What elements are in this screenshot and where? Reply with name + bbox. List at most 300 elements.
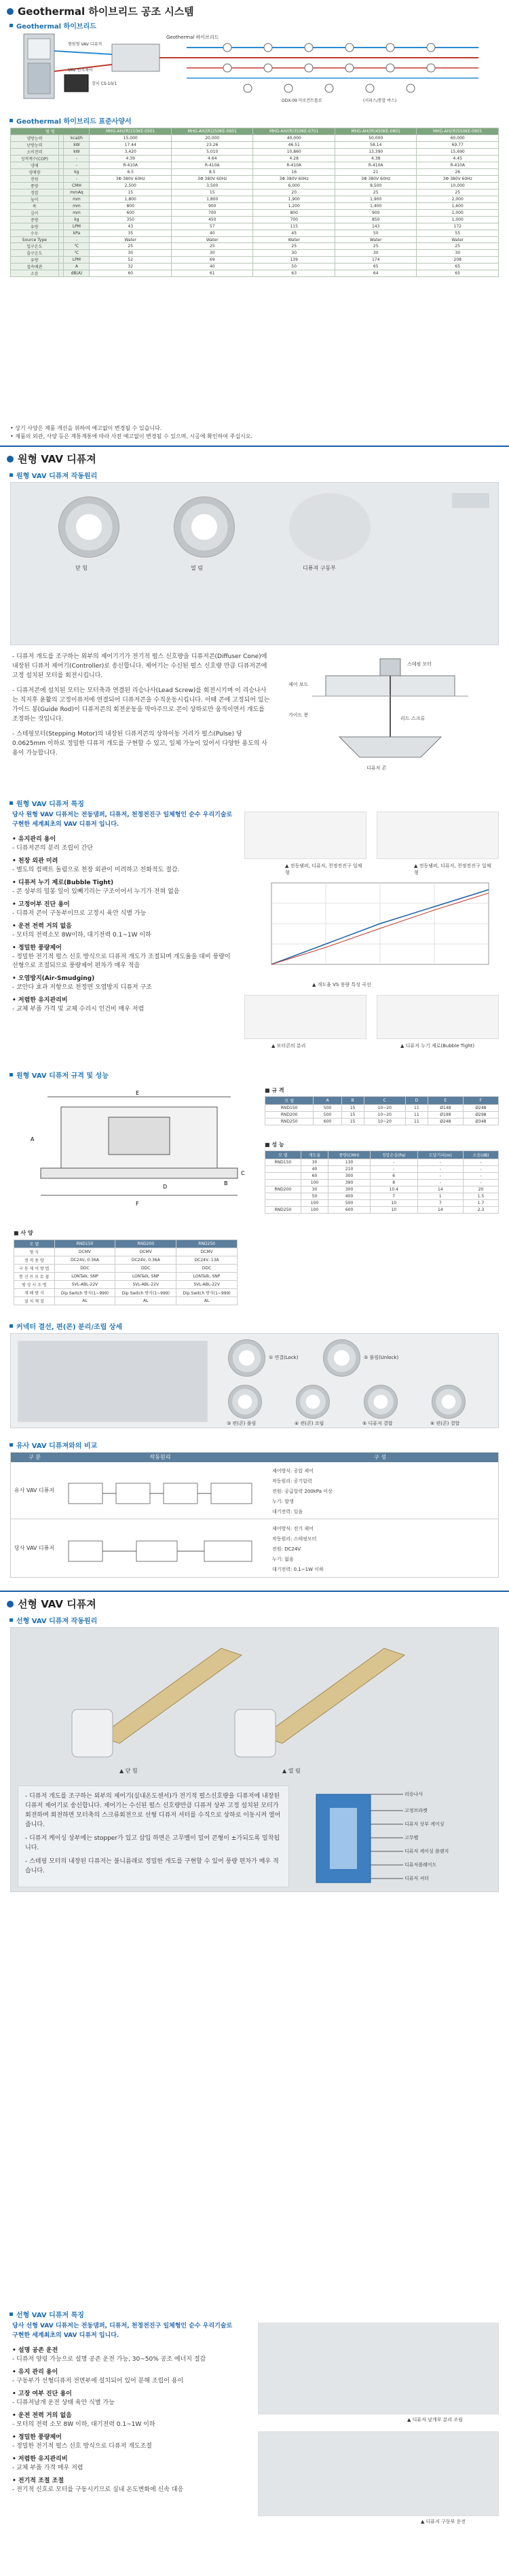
feature-title: • 설명 공존 운전 <box>12 2347 58 2354</box>
table-cell <box>265 1200 301 1207</box>
compare-item: 작동원리: 공기압력 <box>272 1479 312 1484</box>
geothermal-sub-title: Geothermal 하이브리드 <box>10 20 96 31</box>
round-spec-sub-title: 원형 VAV 디퓨저 규격 및 성능 <box>10 1070 109 1080</box>
table-cell: - <box>417 1159 464 1166</box>
svg-text:A: A <box>31 1136 35 1142</box>
spec-row-unit: CMH <box>64 183 90 189</box>
table-cell: DC24V, 0.36A <box>54 1256 115 1265</box>
feature-desc: - 별도의 컴팩트 돌림으로 천장 외관이 미려하고 친화적도 절감. <box>12 867 180 873</box>
spec-row-label: 정압 <box>11 189 59 196</box>
feature-desc: - 디퓨저 양링 가능으로 설명 공존 운전 가능, 30~50% 공조 에너지 절감 <box>12 2356 206 2363</box>
spec-cell: 3Φ 380V 60Hz <box>90 176 172 183</box>
table-header-cell: E <box>428 1097 463 1105</box>
svg-text:스테핑 모터: 스테핑 모터 <box>407 661 432 667</box>
spec-cell: 4.28 <box>253 156 335 162</box>
feature-item <box>12 996 236 1014</box>
spec-row <box>11 156 499 162</box>
spec-cell: 1,900 <box>335 196 417 203</box>
spec-cell: 1,400 <box>335 203 417 210</box>
table-cell: 2.3 <box>464 1207 499 1214</box>
table-cell <box>265 1180 301 1186</box>
spec-row-sub <box>58 264 64 270</box>
feature-title: • 천장 외관 미려 <box>12 858 58 865</box>
linear-principle-panel: ▲ 닫 힘 ▲ 열 림 - 디퓨저 개도를 조구하는 외부의 제어기(실내온도센서)가 전기적 펄스신호량을 디퓨저에 내장된 디퓨저 제어기로 송신합니다. 제어기는 수신된 펄스 신호량만큼 디퓨저 상부 고정 설치된 모터가 회전하며 회전하면 모터축의 스크류회전으로 선형 디퓨저 셔터를 수직으로 상하로 이동시켜 열어줍니다. - 디퓨저 케이싱 상부에는 stopper가 있고 삽입 하면은 고무벨이 밀어 콘형이 ±가되도록 밀착됩니다. - 스테핑 모터의 내장된 디퓨저는 불니름래로 정밀한 개도를 구현할 수 있어 풍량 편차가 매우 적습니다. 리승나사 고정브라켓 디퓨저 상부 케이싱 고무벨 디퓨저 케이싱 플랜지 디퓨저블레이드 디퓨저 셔터 <box>10 1627 499 1892</box>
compare-item: 제어방식: 전기 제어 <box>272 1526 314 1531</box>
feature-desc: - 코안다 효과 저항으로 천정면 오염방지 디퓨저 구조 <box>12 984 152 991</box>
diffuser-closed-photo <box>58 496 119 558</box>
spec-cell: 6,000 <box>253 183 335 189</box>
table-cell: 600 <box>314 1119 341 1125</box>
spec-cell: 65 <box>335 264 417 270</box>
spec-row <box>11 162 499 169</box>
spec-cell: 55 <box>417 230 499 237</box>
spec-header-cell: MHG-AH/(R)150KE-0501 <box>90 128 172 135</box>
table-header-cell: RND200 <box>115 1240 176 1248</box>
round-spec-table <box>14 1239 238 1305</box>
table-row <box>265 1119 499 1125</box>
spec-cell: 45 <box>253 230 335 237</box>
spec-row-label: 소비전력 <box>11 149 59 156</box>
spec-row-sub <box>58 203 64 210</box>
svg-text:제어 보드: 제어 보드 <box>288 682 309 687</box>
table-cell: 11 <box>405 1105 428 1112</box>
feature-desc: - 모터의 전력 소모 8W 이하, 대기전력 0.1~1W 이하 <box>12 2421 155 2428</box>
spec-row-unit: - <box>64 156 90 162</box>
table-cell: DDC <box>176 1265 238 1273</box>
spec-cell: R-410A <box>171 162 253 169</box>
table-cell: DCMV <box>54 1248 115 1256</box>
feature-item <box>12 944 236 970</box>
spec-cell: 35 <box>90 230 172 237</box>
spec-cell: 6.5 <box>90 169 172 176</box>
compare-item: 전원: 공급압력 200kPa 이상 <box>272 1489 333 1494</box>
spec-row <box>11 257 499 264</box>
table-cell: 600 <box>328 1207 371 1214</box>
spec-cell: 17.44 <box>90 142 172 149</box>
table-cell: 통 신 프 로 토 콜 <box>14 1273 55 1281</box>
table-cell: SVL-ABL-22V <box>176 1281 238 1289</box>
feature-item <box>12 2346 236 2364</box>
feature-title: • 오염방지(Air-Smudging) <box>12 975 95 982</box>
spec-cell: 4.39 <box>90 156 172 162</box>
linear-section-diagram <box>303 1788 493 1889</box>
feature-item <box>12 857 236 875</box>
square-bullet-icon <box>10 1324 13 1328</box>
spec-cell: 600 <box>90 210 172 217</box>
table-cell: - <box>370 1166 417 1173</box>
spec-cell: 1,200 <box>253 203 335 210</box>
spec-cell: R-410A <box>253 162 335 169</box>
svg-text:고무벨: 고무벨 <box>404 1835 419 1840</box>
table-cell: 7 <box>370 1193 417 1200</box>
table-cell: 390 <box>328 1180 371 1186</box>
spec-row-sub <box>58 270 64 277</box>
spec-row-sub <box>58 135 64 142</box>
spec-row-sub <box>58 142 64 149</box>
spec-row-unit: kW <box>64 142 90 149</box>
table-header-cell: RND250 <box>176 1240 238 1248</box>
table-cell: Ø248 <box>428 1119 463 1125</box>
table-cell: 10~20 <box>364 1105 405 1112</box>
spec-row-label: 깊이 <box>11 210 59 217</box>
feature-desc: - 정밀한 전기적 펄스 신호 방식으로 디퓨저 개도조절 <box>12 2443 152 2450</box>
spec-cell: 450 <box>171 217 253 223</box>
svg-text:가이드 봉: 가이드 봉 <box>288 712 309 718</box>
spec-cell: 900 <box>171 203 253 210</box>
spec-cell: 30 <box>171 250 253 257</box>
feature-title: • 정밀한 풍량제어 <box>12 945 62 951</box>
spec-row-unit: A <box>64 264 90 270</box>
table-cell <box>265 1193 301 1200</box>
table-cell: 15 <box>341 1119 364 1125</box>
spec-cell: 69.77 <box>417 142 499 149</box>
spec-row-label: 소음 <box>11 270 59 277</box>
spec-row-label: Source Type <box>11 237 59 243</box>
feature-item <box>12 975 236 992</box>
table-cell: AL <box>54 1297 115 1305</box>
spec-cell: 23.26 <box>171 142 253 149</box>
spec-header-cell: MHG-AH/(R)350KE-0701 <box>253 128 335 135</box>
spec-cell: 30 <box>417 250 499 257</box>
spec-cell: 52 <box>90 257 172 264</box>
table-cell: RND200 <box>265 1186 301 1193</box>
spec-cell: 25 <box>171 243 253 250</box>
spec-row-unit: kg <box>64 217 90 223</box>
round-diffuser-section-diagram <box>285 655 495 778</box>
svg-text:D: D <box>163 1184 168 1190</box>
spec-cell: Water <box>417 237 499 243</box>
table-cell: 30 <box>301 1159 328 1166</box>
table-cell: 1 <box>417 1193 464 1200</box>
spec-cell: 2,500 <box>90 183 172 189</box>
spec-header-cell: 형 명 <box>11 128 90 135</box>
spec-row-sub <box>58 169 64 176</box>
table-cell: 설 치 재 질 <box>14 1297 55 1305</box>
table-header-cell: 도달거리(m) <box>417 1151 464 1159</box>
geothermal-system-diagram <box>10 31 499 105</box>
round-features-sub-title: 원형 VAV 디퓨저 특징 <box>10 798 84 808</box>
spec-table <box>10 128 499 277</box>
spec-row-label: 유량 <box>11 223 59 230</box>
diagram-label-3: 장치 CS-10/1 <box>92 81 117 86</box>
spec-row <box>11 142 499 149</box>
table-cell: 10~20 <box>364 1119 405 1125</box>
feature-title: • 고정어부 진단 용이 <box>12 901 70 908</box>
table-header-cell: 개도율 <box>301 1151 328 1159</box>
divider <box>0 1591 509 1592</box>
spec-row-sub <box>58 230 64 237</box>
table-cell: Ø298 <box>463 1112 498 1119</box>
spec-cell: 1,000 <box>417 217 499 223</box>
spec-cell: 5,010 <box>171 149 253 156</box>
spec-row-sub <box>58 162 64 169</box>
spec-row-unit: dB(A) <box>64 270 90 277</box>
square-bullet-icon <box>10 801 13 805</box>
diagram-label-1: 형원형 VAV 디퓨저 <box>68 42 102 47</box>
spec-row-unit: - <box>64 176 90 183</box>
spec-row <box>11 237 499 243</box>
spec-row-unit: LPM <box>64 223 90 230</box>
spec-notes: • 상기 사양은 제품 개선을 위하여 예고없이 변경될 수 있습니다. • 제품의 외관, 사양 등은 계통계통에 따라 사전 예고없이 변경될 수 있으며, 시공에 확인하여 주십시오. <box>10 425 253 439</box>
table-cell: 11 <box>405 1119 428 1125</box>
feature-item <box>12 2477 236 2495</box>
spec-row <box>11 189 499 196</box>
spec-row <box>11 217 499 223</box>
spec-cell: 4.38 <box>335 156 417 162</box>
spec-cell: 174 <box>335 257 417 264</box>
feature-title: • 정밀한 풍량제어 <box>12 2434 62 2441</box>
table-cell: 100 <box>301 1207 328 1214</box>
spec-cell: 15,690 <box>417 149 499 156</box>
spec-cell: R-410A <box>335 162 417 169</box>
section-linear-vav-title: 선형 VAV 디퓨져 <box>7 1597 96 1611</box>
table-header-cell: 모 델 <box>14 1240 55 1248</box>
spec-cell: 350 <box>90 217 172 223</box>
spec-cell: 700 <box>253 217 335 223</box>
spec-cell: 700 <box>171 210 253 217</box>
spec-cell: 3,500 <box>171 183 253 189</box>
table-cell: - <box>417 1180 464 1186</box>
table-cell: - <box>417 1166 464 1173</box>
spec-row-sub <box>58 149 64 156</box>
table-header-cell: F <box>463 1097 498 1105</box>
spec-row-label: 냉매 <box>11 162 59 169</box>
round-features-list <box>12 835 236 1018</box>
spec-cell: 800 <box>90 203 172 210</box>
spec-row <box>11 176 499 183</box>
diffuser-open-photo <box>174 496 235 558</box>
section-round-vav-title: 원형 VAV 디퓨져 <box>7 452 96 466</box>
feature-desc: - 디퓨저 콘이 구동부이므로 고정시 육안 식별 가능 <box>12 910 147 917</box>
feature-item <box>12 835 236 853</box>
table-cell: 14 <box>417 1186 464 1193</box>
table-cell: Dip Switch 방식(1~999) <box>176 1289 238 1297</box>
table-header-cell: 풍량(CMH) <box>328 1151 371 1159</box>
table-header-cell: 정압손실(Pa) <box>370 1151 417 1159</box>
table-cell: RND150 <box>265 1105 314 1112</box>
table-row <box>14 1265 238 1273</box>
feature-title: • 유지관리 용이 <box>12 836 56 843</box>
spec-row-sub <box>58 196 64 203</box>
feature-desc: - 디퓨저날개 운전 상태 육안 식별 가능 <box>12 2399 115 2406</box>
table-cell: 7 <box>417 1200 464 1207</box>
spec-row <box>11 230 499 237</box>
spec-row <box>11 183 499 189</box>
spec-cell: 58.14 <box>335 142 417 149</box>
svg-text:디퓨저 케이싱 플랜지: 디퓨저 케이싱 플랜지 <box>404 1849 449 1854</box>
spec-row <box>11 203 499 210</box>
spec-row-label: 중량 <box>11 217 59 223</box>
table-cell: - <box>417 1173 464 1180</box>
table-cell: LONTalk, SNP <box>54 1273 115 1281</box>
table-cell: Ø148 <box>428 1105 463 1112</box>
feature-item <box>12 2455 236 2473</box>
table-cell: 10.4 <box>370 1186 417 1193</box>
table-cell: - <box>464 1180 499 1186</box>
table-cell: - <box>464 1166 499 1173</box>
spec-cell: 4.64 <box>171 156 253 162</box>
compare-item: 누기: 발생 <box>272 1499 294 1504</box>
svg-text:고정브라켓: 고정브라켓 <box>404 1808 428 1813</box>
square-bullet-icon <box>10 1443 13 1447</box>
table-cell: 15 <box>341 1105 364 1112</box>
feature-item <box>12 922 236 940</box>
spec-cell: 4.45 <box>417 156 499 162</box>
table-cell: 평 상 시 조 명 <box>14 1281 55 1289</box>
table-row <box>14 1273 238 1281</box>
round-feature-photo-3 <box>244 995 366 1039</box>
spec-cell: 16 <box>253 169 335 176</box>
spec-cell: 64 <box>335 270 417 277</box>
table-cell: 500 <box>314 1105 341 1112</box>
spec-row-sub <box>58 257 64 264</box>
spec-cell: 21 <box>335 169 417 176</box>
compare-table: 구 분 작동원리 구 성 유사 VAV 디퓨저 당사 VAV 디퓨저 제어방식: 공압 제어 작동원리: 공기압력 전원: 공급압력 200kPa 이상 누기: 발생 대기전력: 있음 제어방식: 전기 제어 작동원리: 스테핑모터 전원: DC24V 누기: 없음 대기전력: 0.1~1W 이하 <box>10 1452 499 1578</box>
square-bullet-icon <box>10 1618 13 1622</box>
feature-item <box>12 879 236 896</box>
spec-cell: 1,600 <box>417 203 499 210</box>
table-header-cell: RND150 <box>54 1240 115 1248</box>
feature-desc: - 구동부가 선형디퓨저 전면부에 설치되어 있어 분해 조립이 용이 <box>12 2378 184 2384</box>
table-cell: 6 <box>370 1173 417 1180</box>
feature-item <box>12 2412 236 2429</box>
spec-cell: Water <box>335 237 417 243</box>
spec-cell: 208 <box>417 257 499 264</box>
spec-row-label: 높이 <box>11 196 59 203</box>
square-bullet-icon <box>10 1073 13 1076</box>
spec-row-label: 냉매량 <box>11 169 59 176</box>
table-cell: 100 <box>301 1200 328 1207</box>
spec-cell: 3,420 <box>90 149 172 156</box>
spec-cell: 2,000 <box>417 196 499 203</box>
linear-principle-sub-title: 선형 VAV 디퓨져 작동원리 <box>10 1615 97 1625</box>
connector-sub-title: 커넥터 결선, 편(콘) 분리/조립 상세 <box>10 1321 122 1331</box>
divider <box>0 446 509 447</box>
table-header-cell: D <box>405 1097 428 1105</box>
table-row <box>14 1256 238 1265</box>
spec-row-label: 입구온도 <box>11 243 59 250</box>
linear-features-lead: 당사 선형 VAV 디퓨저는 전동댐퍼, 디퓨저, 천정전진구 일체형인 순수 우리기술로구현한 세계최초의 VAV 디퓨저 입니다. <box>12 2323 233 2339</box>
spec-cell: 1,800 <box>90 196 172 203</box>
svg-text:리승나사: 리승나사 <box>404 1792 423 1797</box>
spec-cell: 30 <box>335 250 417 257</box>
spec-row-unit: ℃ <box>64 250 90 257</box>
table-cell: 300 <box>328 1186 371 1193</box>
table-cell: 구 동 제 어 방 법 <box>14 1265 55 1273</box>
table-cell: AL <box>176 1297 238 1305</box>
table-cell: LONTalk, SNP <box>115 1273 176 1281</box>
table-header-cell: C <box>364 1097 405 1105</box>
table-cell: RND250 <box>265 1207 301 1214</box>
square-bullet-icon <box>10 119 13 122</box>
spec-cell: 61 <box>171 270 253 277</box>
spec-cell: 60 <box>90 270 172 277</box>
table-row <box>265 1166 499 1173</box>
spec-row-sub <box>58 156 64 162</box>
table-cell: 10 <box>370 1207 417 1214</box>
table-cell: 형 식 <box>14 1248 55 1256</box>
round-feature-photo-4 <box>377 995 499 1039</box>
compare-sub-title: 유사 VAV 디퓨져와의 비교 <box>10 1440 97 1450</box>
spec-row <box>11 243 499 250</box>
table-cell: SVL-ABL-22V <box>115 1281 176 1289</box>
spec-row-sub <box>58 210 64 217</box>
feature-title: • 고장 여부 진단 용이 <box>12 2391 72 2397</box>
feature-title: • 운전 전력 거의 없음 <box>12 923 72 930</box>
table-cell: 10 <box>370 1200 417 1207</box>
spec-cell: 20,000 <box>171 135 253 142</box>
spec-row-sub <box>58 217 64 223</box>
table-cell: 500 <box>328 1200 371 1207</box>
spec-row-label: 전원 <box>11 176 59 183</box>
spec-cell: 10,860 <box>253 149 335 156</box>
table-cell: - <box>370 1159 417 1166</box>
table-cell: LONTalk, SNP <box>176 1273 238 1281</box>
spec-cell: 15 <box>171 189 253 196</box>
spec-cell: 20 <box>253 189 335 196</box>
spec-row-label: 출구온도 <box>11 250 59 257</box>
diagram-label-2: VAV 원격제어 <box>68 68 93 73</box>
svg-text:C: C <box>241 1170 245 1176</box>
spec-row-sub <box>58 243 64 250</box>
feature-item <box>12 2433 236 2451</box>
connector-photo <box>18 1341 208 1422</box>
spec-row-unit: kPa <box>64 230 90 237</box>
compare-item: 대기전력: 0.1~1W 이하 <box>272 1567 324 1572</box>
spec-cell: 1,900 <box>253 196 335 203</box>
table-cell: Ø348 <box>463 1119 498 1125</box>
table-cell: 40 <box>301 1166 328 1173</box>
spec-cell: Water <box>90 237 172 243</box>
spec-row-unit: kcal/h <box>64 135 90 142</box>
table-cell: RND150 <box>265 1159 301 1166</box>
table-cell: 개 폐 방 식 <box>14 1289 55 1297</box>
table-row <box>265 1105 499 1112</box>
performance-table <box>265 1150 499 1214</box>
spec-cell: 139 <box>253 257 335 264</box>
feature-desc: - 디퓨저콘의 분리 조립이 간단 <box>12 845 94 852</box>
connector-panel: ① 연결(Lock) ② 풀림(Unlock) ③ 편(콘) 풀림 ④ 편(콘) 조립 ⑤ 디퓨저 결합 ⑥ 편(콘) 결합 <box>10 1333 499 1428</box>
round-feature-photo-1 <box>244 812 366 859</box>
table-cell: 130 <box>328 1159 371 1166</box>
spec-header-cell: MHG-AH/(R)550KE-0901 <box>417 128 499 135</box>
spec-cell: R-410A <box>417 162 499 169</box>
table-cell: RND200 <box>265 1112 314 1119</box>
spec-row-sub <box>58 189 64 196</box>
spec-cell: 50 <box>335 230 417 237</box>
spec-cell: 143 <box>335 223 417 230</box>
spec-cell: 8.5 <box>171 169 253 176</box>
linear-feature-photo-2 <box>258 2431 499 2516</box>
compare-item: 대기전력: 있음 <box>272 1509 303 1514</box>
spec-cell: 57 <box>171 223 253 230</box>
table-cell: DCMV <box>176 1248 238 1256</box>
round-diffuser-dimension-drawing <box>27 1087 244 1216</box>
spec-row-unit: mmAq <box>64 189 90 196</box>
spec-row-unit: - <box>64 237 90 243</box>
table-cell: DDC <box>115 1265 176 1273</box>
feature-desc: - 전기적 신호로 모터를 구동시키므로 실내 온도변화에 신속 대응 <box>12 2486 184 2493</box>
section-geothermal-title: Geothermal 하이브리드 공조 시스템 <box>7 4 194 18</box>
svg-text:리드 스크류: 리드 스크류 <box>400 716 426 721</box>
svg-text:F: F <box>136 1201 139 1207</box>
spec-header-cell: MHG-AH/(R)250KE-0601 <box>171 128 253 135</box>
table-cell: 60 <box>301 1173 328 1180</box>
spec-cell: 25 <box>253 243 335 250</box>
spec-cell: 3Φ 380V 60Hz <box>417 176 499 183</box>
spec-cell: 25 <box>335 243 417 250</box>
spec-row-label: 냉방능력 <box>11 135 59 142</box>
